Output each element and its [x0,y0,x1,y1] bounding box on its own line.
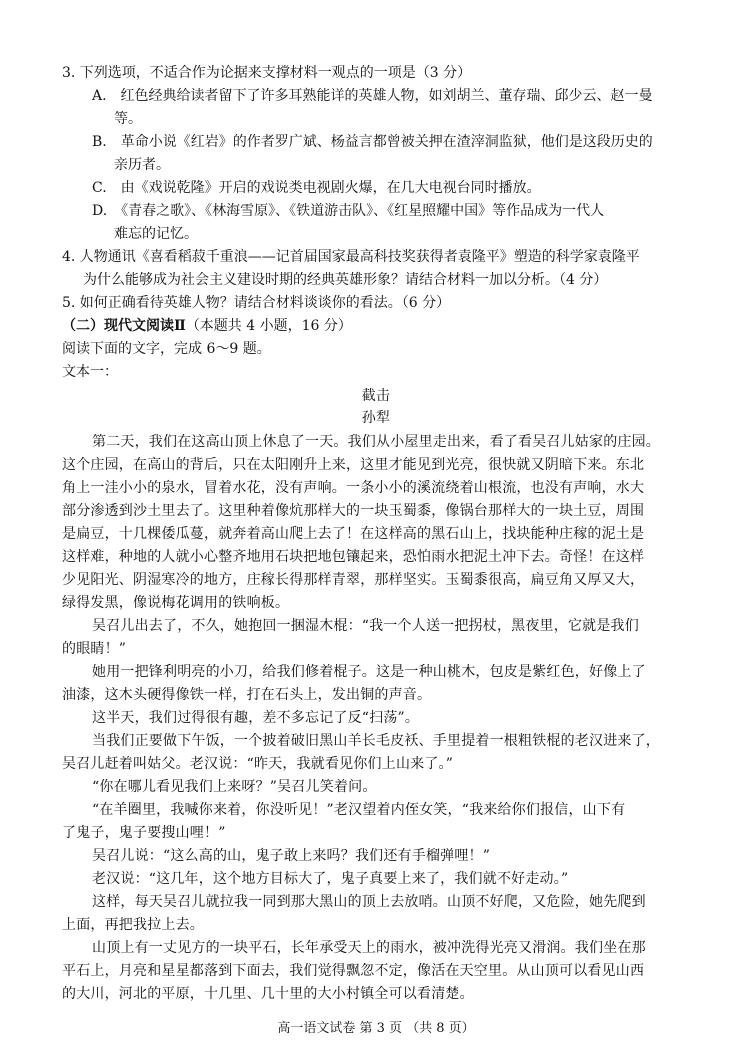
section-heading-title: （二）现代文阅读Ⅱ [62,318,186,334]
story-line: 了鬼子，鬼子要搜山哩！” [62,825,226,841]
question-4-line-2: 为什么能够成为社会主义建设时期的经典英雄形象？请结合材料一加以分析。（4 分） [83,272,608,288]
question-3-option-a: A. 红色经典给读者留下了许多耳熟能详的英雄人物，如刘胡兰、董存瑞、邱少云、赵一曼 [92,88,653,104]
section-heading [0,317,752,336]
question-3-option-d: D. 《青春之歌》、《林海雪原》、《铁道游击队》、《红星照耀中国》等作品成为一代人 [92,203,605,219]
question-3-option-a-cont: 等。 [114,111,142,127]
story-line: 是扁豆，十几棵倭瓜蔓，就奔着高山爬上去了！在这样高的黑石山上，找块能种庄稼的泥土是 [62,526,645,542]
question-3-option-b: B. 革命小说《红岩》的作者罗广斌、杨益言都曾被关押在渣滓洞监狱，他们是这段历史的 [92,134,653,150]
text-label: 文本一： [62,364,118,380]
question-3-option-d-cont: 难忘的记忆。 [114,226,198,242]
story-line: 吴召儿出去了，不久，她抱回一捆湿木棍：“我一个人送一把拐杖，黑夜里，它就是我们 [92,618,639,634]
story-line: “在羊圈里，我喊你来着，你没听见！”老汉望着内侄女笑，“我来给你们报信，山下有 [92,802,626,818]
story-line: 油漆，这木头硬得像铁一样，打在石头上，发出铜的声音。 [62,687,432,703]
story-line: 老汉说：“这几年，这个地方目标大了，鬼子真要上来了，我们就不好走动。” [92,871,569,887]
question-3-option-b-cont: 亲历者。 [114,157,170,173]
story-line: 平石上，月亮和星星都落到下面去，我们觉得飘忽不定，像活在天空里。从山顶可以看见山西 [62,963,645,979]
story-author: 孙犁 [361,410,391,426]
story-line: 第二天，我们在这高山顶上休息了一天。我们从小屋里走出来，看了看吴召儿姑家的庄园。 [92,434,660,450]
question-3-stem: 3. 下列选项，不适合作为论据来支撑材料一观点的一项是（3 分） [62,65,472,81]
story-line: 的眼睛！” [62,641,127,657]
story-line: 上面，再把我拉上去。 [62,917,204,933]
story-title: 截击 [361,388,391,404]
question-3-option-c: C. 由《戏说乾隆》开启的戏说类电视剧火爆，在几大电视台同时播放。 [92,180,541,196]
story-line: 吴召儿说：“这么高的山，鬼子敢上来吗？我们还有手榴弹哩！” [92,848,491,864]
story-line: 这个庄园，在高山的背后，只在太阳刚升上来，这里才能见到光亮，很快就又阴暗下来。东北 [62,457,645,473]
story-line: 这半天，我们过得很有趣，差不多忘记了反“扫荡”。 [92,710,420,726]
story-line: 吴召儿赶着叫姑父。老汉说：“昨天，我就看见你们上山来了。” [62,756,454,772]
question-4-line-1: 4. 人物通讯《喜看稻菽千重浪——记首届国家最高科技奖获得者袁隆平》塑造的科学家袁隆平 [62,249,640,265]
story-line: 绿得发黑，像说梅花调用的铁响板。 [62,595,290,611]
story-line: 山顶上有一丈见方的一块平石，长年承受天上的雨水，被冲洗得光亮又滑润。我们坐在那 [92,940,646,956]
page-footer: 高一语文试卷 第 3 页 （共 8 页） [277,1021,475,1036]
story-line: 这样难，种地的人就小心整齐地用石块把地包镶起来，恐怕雨水把泥土冲下去。奇怪！在这样 [62,549,645,565]
story-line: 少见阳光、阴湿寒冷的地方，庄稼长得那样青翠，那样坚实。玉蜀黍很高，扁豆角又厚又大， [62,572,645,588]
story-line: 她用一把锋利明亮的小刀，给我们修着棍子。这是一种山桃木，包皮是紫红色，好像上了 [92,664,646,680]
story-line: 当我们正要做下午饭，一个披着破旧黑山羊长毛皮袄、手里提着一根粗铁棍的老汉进来了， [92,733,660,749]
story-line: 的大川，河北的平原，十几里、几十里的大小村镇全可以看清楚。 [62,986,474,1002]
story-line: “你在哪儿看见我们上来呀？”吴召儿笑着问。 [92,779,377,795]
story-line: 这样，每天吴召儿就拉我一同到那大黑山的顶上去放哨。山顶不好爬，又危险，她先爬到 [92,894,646,910]
story-line: 部分渗透到沙土里去了。这里种着像炕那样大的一块玉蜀黍，像锅台那样大的一块土豆，周围 [62,503,645,519]
section-heading-note: （本题共 4 小题，16 分） [185,318,352,334]
reading-instruction: 阅读下面的文字，完成 6～9 题。 [62,341,271,357]
question-5: 5. 如何正确看待英雄人物？请结合材料谈谈你的看法。（6 分） [62,295,451,311]
story-line: 角上一洼小小的泉水，冒着水花，没有声响。一条小小的溪流绕着山根流，也没有声响，水大 [62,480,645,496]
